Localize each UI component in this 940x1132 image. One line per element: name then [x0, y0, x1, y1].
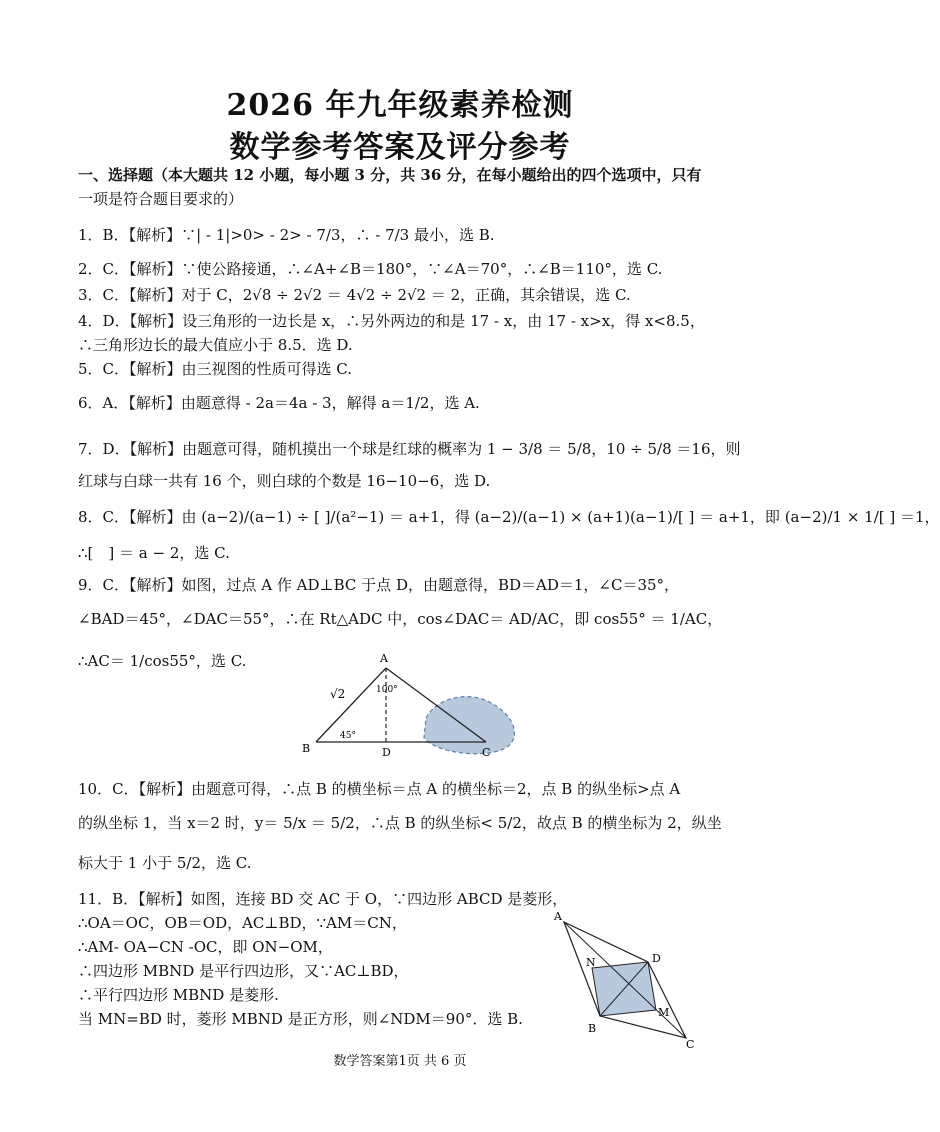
answer-9-line2: ∠BAD＝45°，∠DAC＝55°，∴在 Rt△ADC 中，cos∠DAC＝ AD/AC，即 cos55° ＝ 1/AC， [78, 610, 723, 628]
section-heading: 一、选择题（本大题共 12 小题，每小题 3 分，共 36 分，在每小题给出的四个选项中，只有 [78, 166, 702, 184]
answer-10-line3: 标大于 1 小于 5/2，选 C. [78, 854, 252, 872]
answer-2: 2．C．【解析】∵使公路接通，∴∠A+∠B＝180°，∵∠A＝70°，∴∠B＝110°，选 C. [78, 260, 663, 278]
answer-3: 3．C．【解析】对于 C，2√8 ÷ 2√2 ＝ 4√2 ÷ 2√2 ＝ 2，正确，其余错误，选 C. [78, 286, 631, 304]
answer-11-line1: 11．B．【解析】如图，连接 BD 交 AC 于 O，∵四边形 ABCD 是菱形， [78, 890, 568, 908]
answer-7-line1: 7．D．【解析】由题意可得，随机摸出一个球是红球的概率为 1 − 3/8 ＝ 5/8，10 ÷ 5/8 ＝16，则 [78, 440, 741, 458]
label-m: M [658, 1006, 670, 1019]
page-footer: 数学答案第1页 共 6 页 [333, 1054, 467, 1069]
answer-11-line6: 当 MN=BD 时，菱形 MBND 是正方形，则∠NDM＝90°．选 B. [78, 1010, 523, 1028]
section-note: 一项是符合题目要求的） [78, 190, 244, 208]
answer-11-line3: ∴AM- OA−CN -OC，即 ON−OM， [78, 938, 333, 956]
label-a: A [554, 910, 562, 923]
page-subtitle: 数学参考答案及评分参考 [229, 130, 571, 165]
diagonal-ac [564, 922, 686, 1038]
answer-10-line1: 10．C．【解析】由题意可得，∴点 B 的横坐标＝点 A 的横坐标＝2，点 B 的纵坐标>点 A [78, 780, 681, 798]
label-angle-b: 45° [340, 731, 356, 741]
label-side: √2 [330, 687, 346, 701]
label-d: D [652, 952, 661, 965]
shaded-region [424, 697, 514, 754]
answer-4-line2: ∴三角形边长的最大值应小于 8.5．选 D. [78, 336, 353, 354]
page-title: 2026 年九年级素养检测 [226, 88, 574, 123]
answer-4-line1: 4．D．【解析】设三角形的一边长是 x，∴另外两边的和是 17 - x，由 17 - x>x，得 x<8.5， [78, 312, 705, 330]
label-n: N [586, 956, 596, 969]
answer-10-line2: 的纵坐标 1，当 x＝2 时，y＝ 5/x ＝ 5/2，∴点 B 的纵坐标< 5/2，故点 B 的横坐标为 2，纵坐 [78, 814, 722, 832]
answer-8-line1: 8．C．【解析】由 (a−2)/(a−1) ÷ [ ]/(a²−1) ＝ a+1，得 (a−2)/(a−1) × (a+1)(a−1)/[ ] ＝ a+1，即 (a−2)/1 × 1/[ ] ＝1， [78, 508, 940, 526]
label-b: B [302, 742, 311, 755]
answer-11-line2: ∴OA＝OC，OB＝OD，AC⊥BD，∵AM＝CN， [78, 914, 407, 932]
answer-6: 6．A．【解析】由题意得 - 2a＝4a - 3，解得 a＝1/2，选 A. [78, 394, 480, 412]
label-c: C [482, 746, 491, 759]
label-a: A [380, 652, 388, 665]
label-c: C [686, 1038, 695, 1051]
answer-1: 1．B．【解析】∵| - 1|>0> - 2> - 7/3，∴ - 7/3 最小，选 B. [78, 226, 495, 244]
answer-9-line3: ∴AC＝ 1/cos55°，选 C. [78, 652, 247, 670]
label-angle-top: 100° [376, 685, 398, 695]
answer-11-line4: ∴四边形 MBND 是平行四边形，又∵AC⊥BD， [78, 962, 409, 980]
answer-9-line1: 9．C．【解析】如图，过点 A 作 AD⊥BC 于点 D，由题意得，BD＝AD＝1，∠C＝35°， [78, 576, 680, 594]
answer-5: 5．C．【解析】由三视图的性质可得选 C. [78, 360, 353, 378]
rhombus-figure [550, 910, 700, 1051]
label-d: D [382, 746, 391, 759]
triangle-figure [296, 648, 536, 758]
answer-11-line5: ∴平行四边形 MBND 是菱形. [78, 986, 279, 1004]
label-b: B [588, 1022, 597, 1035]
answer-8-line2: ∴[ ] ＝ a − 2，选 C. [78, 544, 230, 562]
answer-7-line2: 红球与白球一共有 16 个，则白球的个数是 16−10−6，选 D. [78, 472, 491, 490]
